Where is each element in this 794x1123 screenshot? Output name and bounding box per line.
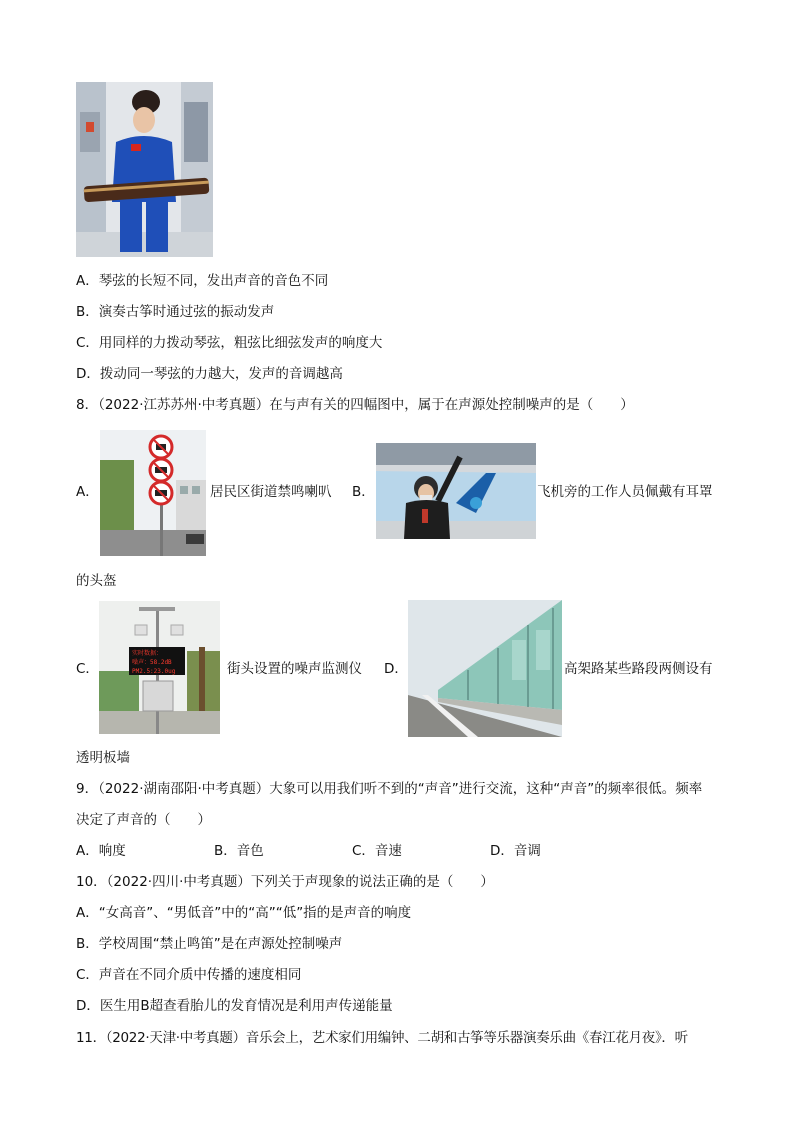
q9-stem-line2: 决定了声音的（ ）	[76, 812, 211, 828]
guzheng-astronaut-photo	[76, 82, 213, 257]
q10-option-a: A．“女高音”、“男低音”中的“高”“低”指的是声音的响度	[76, 905, 412, 921]
q9-option-a: A．响度	[76, 843, 126, 859]
q9-option-d: D．音调	[490, 843, 541, 859]
q7-option-b: B．演奏古筝时通过弦的振动发声	[76, 304, 275, 320]
noise-monitor-display-line2: 噪声：58.2dB	[132, 659, 172, 666]
q7-option-a: A．琴弦的长短不同，发出声音的音色不同	[76, 273, 329, 289]
q9-option-b: B．音色	[214, 843, 264, 859]
noise-monitor-display-line1: 实时数据：	[132, 650, 163, 657]
q7-option-c: C．用同样的力拨动琴弦，粗弦比细弦发声的响度大	[76, 335, 383, 351]
noise-monitor-photo	[99, 601, 220, 734]
q8-option-a-label: A．	[76, 484, 99, 500]
airport-worker-photo	[376, 443, 536, 539]
highway-sound-barrier-photo	[408, 600, 562, 737]
q8-option-d-caption: 高架路某些路段两侧设有	[564, 661, 713, 677]
q9-option-c: C．音速	[352, 843, 402, 859]
q8-option-b-caption: 飞机旁的工作人员佩戴有耳罩	[537, 484, 713, 500]
q8-option-c-label: C．	[76, 661, 99, 677]
q10-option-d: D．医生用B超查看胎儿的发育情况是利用声传递能量	[76, 998, 393, 1014]
q8-stem: 8．（2022·江苏苏州·中考真题）在与声有关的四幅图中，属于在声源处控制噪声的是（ ）	[76, 397, 634, 413]
q8-option-b-caption-cont: 的头盔	[76, 573, 117, 589]
q10-stem: 10．（2022·四川·中考真题）下列关于声现象的说法正确的是（ ）	[76, 874, 494, 890]
q9-stem-line1: 9．（2022·湖南邵阳·中考真题）大象可以用我们听不到的“声音”进行交流，这种“声音”的频率很低。频率	[76, 781, 703, 797]
q8-option-d-label: D．	[384, 661, 408, 677]
q11-stem: 11．（2022·天津·中考真题）音乐会上，艺术家们用编钟、二胡和古筝等乐器演奏乐曲《春江花月夜》．听	[76, 1030, 688, 1046]
noise-monitor-display-line3: PM2.5:23.0ug	[132, 668, 176, 675]
q8-option-d-caption-cont: 透明板墙	[76, 750, 130, 766]
q8-option-c-caption: 街头设置的噪声监测仪	[227, 661, 362, 677]
q8-option-a-caption: 居民区街道禁鸣喇叭	[210, 484, 332, 500]
q7-option-d: D．拨动同一琴弦的力越大，发声的音调越高	[76, 366, 343, 382]
q10-option-b: B．学校周围“禁止鸣笛”是在声源处控制噪声	[76, 936, 343, 952]
q10-option-c: C．声音在不同介质中传播的速度相同	[76, 967, 302, 983]
no-honking-sign-photo	[100, 430, 206, 556]
q8-option-b-label: B．	[352, 484, 375, 500]
